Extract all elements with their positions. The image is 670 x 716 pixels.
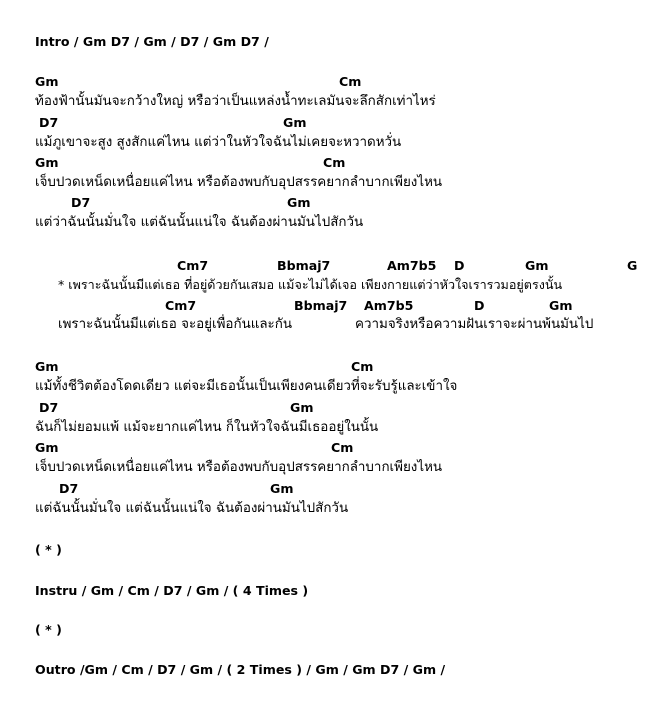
chord: Gm bbox=[35, 155, 59, 170]
chord: Gm bbox=[525, 258, 549, 273]
lyric-line: แต่ว่าฉันนั้นมั่นใจ แต่ฉันนั้นแน่ใจ ฉันต้องผ่านมันไปสักวัน bbox=[35, 215, 364, 230]
chord: D bbox=[474, 298, 485, 313]
chord: Gm bbox=[287, 195, 311, 210]
chord: Cm7 bbox=[177, 258, 209, 273]
chord: Bbmaj7 bbox=[277, 258, 331, 273]
lyric-line: ฉันก็ไม่ยอมแพ้ แม้จะยากแค่ไหน ก็ในหัวใจฉันมีเธออยู่ในนั้น bbox=[35, 420, 379, 435]
chord: D7 bbox=[39, 400, 59, 415]
chord: G bbox=[627, 258, 638, 273]
lyric-line: แม้ทั้งชีวิตต้องโดดเดียว แต่จะมีเธอนั้นเป็นเพียงคนเดียวที่จะรับรู้และเข้าใจ bbox=[35, 379, 458, 394]
chord: Cm bbox=[331, 440, 354, 455]
outro-line: Outro /Gm / Cm / D7 / Gm / ( 2 Times ) / Gm / Gm D7 / Gm / bbox=[35, 662, 446, 677]
lyric-line: เจ็บปวดเหน็ดเหนื่อยแค่ไหน หรือต้องพบกับอุปสรรคยากลำบากเพียงไหน bbox=[35, 460, 443, 475]
chord: D bbox=[454, 258, 465, 273]
chord: Gm bbox=[35, 74, 59, 89]
chord: Gm bbox=[35, 359, 59, 374]
chord: D7 bbox=[71, 195, 91, 210]
chord: Cm7 bbox=[165, 298, 197, 313]
chord: Gm bbox=[270, 481, 294, 496]
chord: Gm bbox=[283, 115, 307, 130]
chord: Cm bbox=[351, 359, 374, 374]
chord: Am7b5 bbox=[364, 298, 414, 313]
lyric-line: เจ็บปวดเหน็ดเหนื่อยแค่ไหน หรือต้องพบกับอุปสรรคยากลำบากเพียงไหน bbox=[35, 175, 443, 190]
chord: Cm bbox=[339, 74, 362, 89]
repeat-chorus-marker: ( * ) bbox=[35, 542, 62, 557]
lyric-line: แต่ฉันนั้นมั่นใจ แต่ฉันนั้นแน่ใจ ฉันต้องผ่านมันไปสักวัน bbox=[35, 501, 349, 516]
lyric-line: ความจริงหรือความฝันเราจะผ่านพ้นมันไป bbox=[355, 317, 594, 332]
chord: Gm bbox=[290, 400, 314, 415]
chord: Gm bbox=[35, 440, 59, 455]
chord: D7 bbox=[59, 481, 79, 496]
chord: Bbmaj7 bbox=[294, 298, 348, 313]
chord: Am7b5 bbox=[387, 258, 437, 273]
intro-line: Intro / Gm D7 / Gm / D7 / Gm D7 / bbox=[35, 34, 269, 49]
chord: Gm bbox=[549, 298, 573, 313]
lyric-line: * เพราะฉันนั้นมีแต่เธอ ที่อยู่ด้วยกันเสมอ แม้จะไม่ได้เจอ เพียงกายแต่ว่าหัวใจเรารวมอยู่ตรงนั้น bbox=[58, 277, 563, 292]
instru-line: Instru / Gm / Cm / D7 / Gm / ( 4 Times ) bbox=[35, 583, 309, 598]
chord: Cm bbox=[323, 155, 346, 170]
lyric-line: ท้องฟ้านั้นมันจะกว้างใหญ่ หรือว่าเป็นแหล่งน้ำทะเลมันจะลึกสักเท่าไหร่ bbox=[35, 94, 436, 109]
chord: D7 bbox=[39, 115, 59, 130]
repeat-chorus-marker: ( * ) bbox=[35, 622, 62, 637]
lyric-line: เพราะฉันนั้นมีแต่เธอ จะอยู่เพื่อกันและกัน bbox=[58, 317, 293, 332]
lyric-line: แม้ภูเขาจะสูง สูงสักแค่ไหน แต่ว่าในหัวใจฉันไม่เคยจะหวาดหวั่น bbox=[35, 135, 402, 150]
